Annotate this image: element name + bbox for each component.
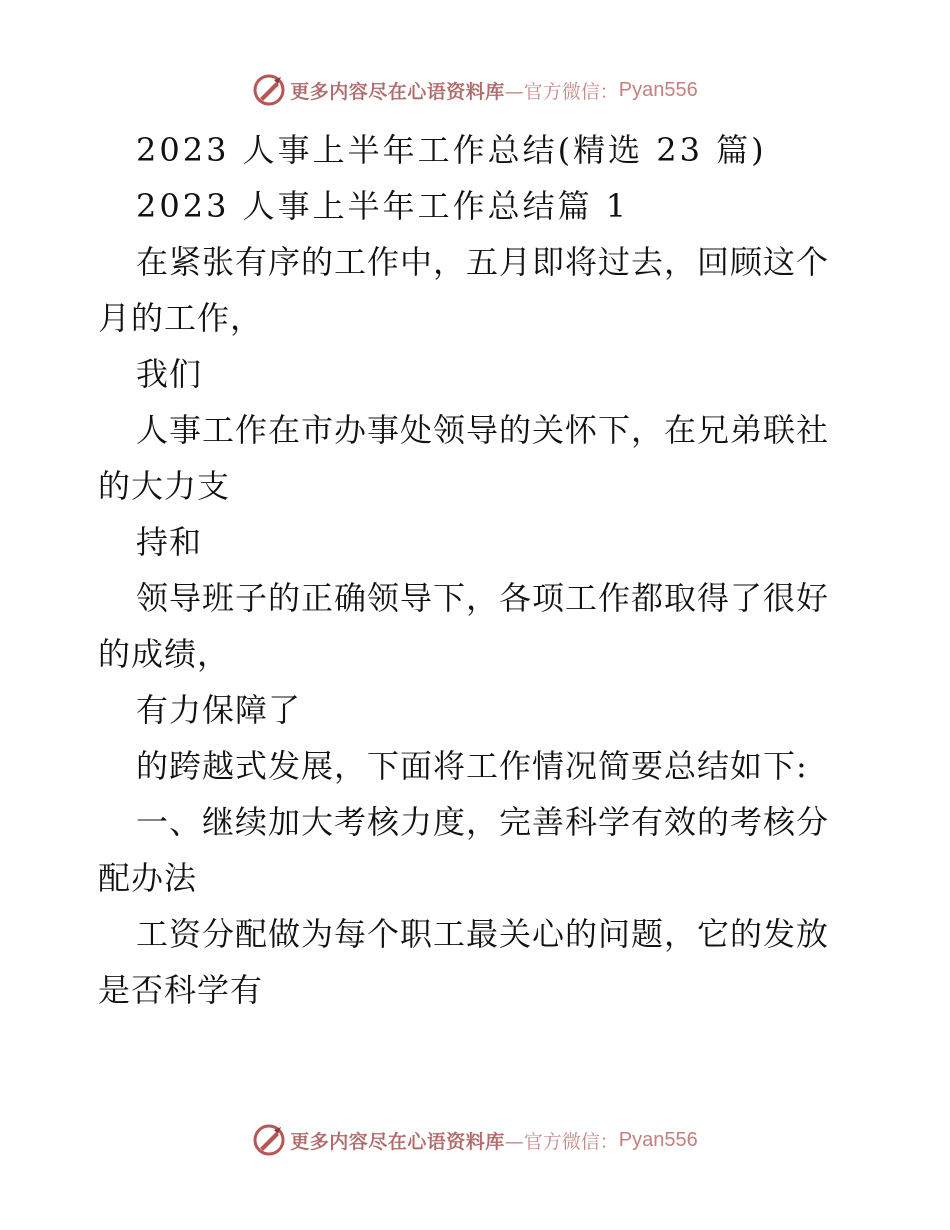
paragraph-line: 工资分配做为每个职工最关心的问题，它的发放 [136, 915, 830, 953]
paragraph-line: 的跨越式发展，下面将工作情况简要总结如下: [136, 747, 808, 785]
section-title: 2023 人事上半年工作总结篇 1 [136, 187, 630, 225]
paragraph-line: 的成绩， [98, 635, 231, 673]
section-heading-line: 配办法 [98, 859, 198, 897]
paragraph-line: 领导班子的正确领导下，各项工作都取得了很好 [136, 579, 830, 617]
paragraph-line: 在紧张有序的工作中，五月即将过去，回顾这个 [136, 243, 830, 281]
banner-main-text: 更多内容尽在心语资料库 [290, 80, 505, 103]
banner-main-text: 更多内容尽在心语资料库 [290, 1130, 505, 1153]
quill-logo-icon [252, 1123, 286, 1157]
banner-sub-text: —官方微信： [504, 1130, 619, 1153]
banner-wechat-id: Pyan556 [618, 1128, 698, 1151]
paragraph-line: 的大力支 [98, 467, 231, 505]
paragraph-line: 我们 [136, 355, 203, 393]
paragraph-line: 月的工作， [98, 299, 264, 337]
document-body [98, 122, 858, 1018]
paragraph-line: 持和 [136, 523, 203, 561]
paragraph-line: 是否科学有 [98, 971, 264, 1009]
footer-watermark-banner [0, 1120, 950, 1160]
document-title: 2023 人事上半年工作总结(精选 23 篇) [136, 131, 767, 169]
quill-logo-icon [252, 73, 286, 107]
banner-sub-text: —官方微信： [504, 80, 619, 103]
paragraph-line: 人事工作在市办事处领导的关怀下，在兄弟联社 [136, 411, 830, 449]
banner-wechat-id: Pyan556 [618, 78, 698, 101]
paragraph-line: 有力保障了 [136, 691, 302, 729]
header-watermark-banner [0, 70, 950, 110]
section-heading-line: 一、继续加大考核力度，完善科学有效的考核分 [136, 803, 830, 841]
